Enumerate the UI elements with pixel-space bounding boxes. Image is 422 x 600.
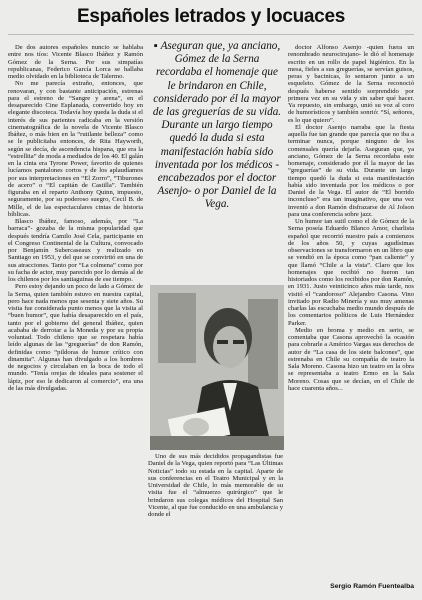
paragraph: doctor Alfonso Asenjo -quien fuera un renombrado neurocirujano- le dió el homenaje escrito en un rollo de papel higiénico. En la mesa, fieles a sus greguerías, se servían guisos, peras y bacinicas, lo sentaron junto a un esqueleto. Gómez de la Serna reconoció después haberse sentido sorprendido por primera vez en su vida y sin saber qué hacer. Ya repuesto, sin embargo, unió su voz al coro de humorísticos y también sonrió: “Sí, señores, es lo que quiero”. [288, 44, 414, 124]
author-signature: Sergio Ramón Fuentealba [330, 583, 414, 590]
paragraph: No me parecía extraño, entonces, que renovaran, y con bastante anticipación, estrenas para el estreno de “Sangre y arena”, en el desaparecido Cine Esplanada, convertido hoy en elegante discoteca. Todavía hoy queda la duda si el interés de sus parientes radicaba en la versión cinematográfica de la novela de Vicente Blasco Ibáñez, o más bien en la “rutilante belleza” como se le publicitaba entonces, de Rita Hayworth, según se decía, de ascendencia hispana, que era la “estrellita” de moda a mediados de los 40. El galán en la cinta era Tyrone Power, favorito de quienes lucíamos pantalones cortos y de los aplaudíamos por sus interpretaciones en “El Zorro”, “Tiburones de acero” o “El capitán de Castilla”. También figuraba en el reparto Anthony Quinn, impuesto, seguramente, por su poderoso suegro, Cecil B. de Mille, el de las espectaculares cintas de historia bíblicas. [8, 80, 143, 218]
article-title: Españoles letrados y locuaces [77, 6, 345, 27]
paragraph: Blasco Ibáñez, famoso, además, por “La barraca”- gozaba de la misma popularidad que después tendría Camilo José Cela, participante en el Congreso Continental de la Cultura, convocado por Benjamín Subercaseaux y realizado en Santiago en 1953, y del que se convirtió en una de sus atracciones. Tanto por “La colmena” como por su facha de actor, muy parecido por lo demás al de los chilenos por los santiaguinas de ese tiempo. [8, 218, 143, 283]
paragraph: Pero estoy dejando un poco de lado a Gómez de la Serna, quien también estuvo en nuestra capital, pero hace nada menos que sesenta y siete años. Su visita fue considerada punto menos que la visita al “buen humor”, que había desaparecido en el país, tanto por el gobierno del general Ibáñez, quien acababa de derrotar a la Moneda y por su propia voluntad. Todo chileno que se respetara había leído algunas de las “greguerías” de don Ramón, definidas como “pildoras de humor crítico con dinamita”. Algunas han divulgado a los hombres de negocios y circulaban en la boca de todo el mundo. “Tenía orejas de ideales para sostener el lápiz, por eso le dedicaron al comercio”, era una de las más divulgadas. [8, 283, 143, 392]
title-rule [8, 34, 414, 35]
paragraph: Un humor tan sutil como el de Gómez de la Serna poseía Eduardo Blanco Amor, charlista español que recorrió nuestro país a comienzos de los años 50, y cuyas agudísimas observaciones se transformaron en un libro que se vendió en la época como “pan caliente” y que llamó “Chile a la vista”. Claro que los homenajes que recibió no fueron tan historiados como los recibidos por don Ramón, en 1931. Justo veinticinco años más tarde, nos visitó el “candoroso” Alejandro Casona. Vino invitado por Radio Minería y sus muy amenas charlas las escuchaba medio mundo después de los comentarios políticos de Luis Hernández Parker. [288, 218, 414, 327]
paragraph: Uno de sus más decididos propagandistas fue Daniel de la Vega, quien reportó para “Las Últimas Noticias” todo su estada en la capital. Aparte de sus conferencias en el Teatro Municipal y en la Universidad de Chile, lo más memorable de su visita fue el “almuerzo quirúrgico” que le brindaron sus colegas médicos del Hospital San Vicente, al que fue conducido en una ambulancia y donde el [148, 453, 283, 518]
portrait-photo [150, 285, 284, 450]
pull-quote-text: Aseguran que, ya anciano, Gómez de la Serna recordaba el homenaje que le brindaron en Chile, considerado por él la mayor de las greguerías de su vida. Durante un largo tiempo quedó la duda si esta manifestación había sido inventada por los médicos -encabezados por el doctor Asenjo- o por Daniel de la Vega. [152, 40, 282, 211]
article-column-3 [288, 44, 414, 392]
portrait-illustration [150, 285, 284, 450]
paragraph: De dos autores españoles nuncio se hablaba entre nos tíos: Vicente Blasco Ibáñez y Ramón Gómez de la Serna. Por sus simpatías republicanas, Federico García Lorca se hallaba medio olvidado en la biblioteca de Talermo. [8, 44, 143, 80]
paragraph: El doctor Asenjo narraba que la fiesta aquella fue tan grande que parecía que no iba a terminar nunca, porque ninguno de los comensales quería dejarla. Aseguran que, ya anciano, Gómez de la Serna recordaba este homenaje, considerado por él la mayor de las “greguerías” de su vida. Durante un largo tiempo quedó la duda si esta manifestación había sido inventada por los médicos o por Daniel de la Vega. El autor de “El borrido inconcluso” era tan imaginativo, que una vez inventó a don Ramón disfrazarse de Al Jolson para una conferencia sobre jazz. [288, 123, 414, 218]
paragraph: Medio en broma y medio en serio, se comentaba que Casona aprovechó la ocasión para cobrarle a Américo Vargas sus derechos de autor de “La casa de los siete balcones”, que estrenaba en Chile su compañía de teatro la Sala Moreno. Casona hizo un teatro en la obra se representaba a teatro Ermo en la Sala Moreno. Cosas que se decían, en el Chile de hace cuarenta años... [288, 326, 414, 392]
article-column-1 [8, 44, 143, 392]
article-column-2 [148, 453, 283, 518]
pull-quote: ▪ Aseguran que, ya anciano, Gómez de la Serna recordaba el homenaje que le brindaron en Chile, considerado por él la mayor de las greguerías de su vida. Durante un largo tiempo quedó la duda si esta manifestación había sido inventada por los médicos -encabezados por el doctor Asenjo- o por Daniel de la Vega. [152, 40, 282, 211]
